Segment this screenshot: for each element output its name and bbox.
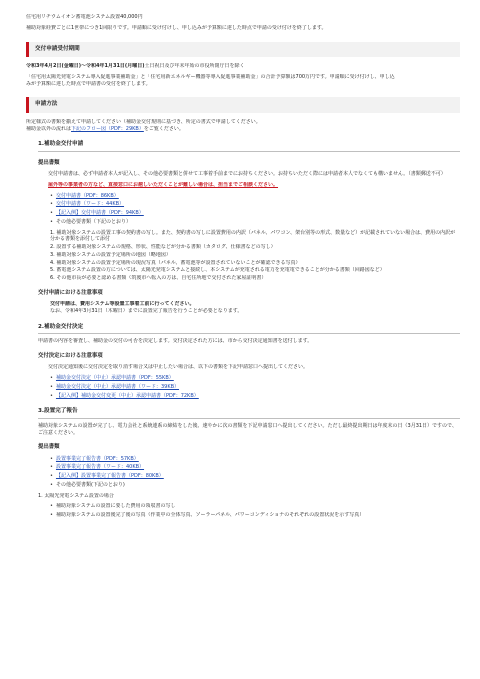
step-1-notice-heading: 交付申請における注意事項 — [38, 289, 103, 296]
section-heading-method: 申請方法 — [26, 97, 460, 113]
flow-chart-link[interactable]: 下記のフロー図（PDF：29KB） — [71, 125, 144, 132]
step-2-paragraph: 申請書の内容を審査し、補助金の交付の可否を決定します。交付決定された方には、市から交付決定通知書を送付します。 — [38, 338, 313, 345]
step-3-docs-heading: 提出書類 — [38, 444, 60, 451]
period-date-rest: 土日祝日及び年末年始の市役所閉庁日を除く — [144, 63, 245, 70]
list-item — [50, 464, 460, 471]
solar-case-heading: 1. 太陽光発電システム設置の場合 — [38, 492, 114, 499]
list-item: 3. 補助対象システムの設置予定場所の地図（略地図） — [50, 251, 171, 258]
list-item: 6. その他市長が必要と認める書類（筑後市へ転入の方は、自宅住所地で交付された家屋証明書） — [50, 275, 267, 282]
list-item — [50, 201, 460, 208]
step-3-download-list — [50, 456, 460, 489]
step-1-heading: 1.補助金交付申請 — [38, 141, 460, 152]
list-item: 2. 設置する補助対象システムの規格、形状、性能などが分かる書類（カタログ、仕様書などの写し） — [50, 244, 276, 251]
application-form-pdf-link[interactable]: • 交付申請書（PDF：86KB） — [55, 192, 119, 199]
completion-report-example-link[interactable]: • 【記入例】設置事業完了報告書（PDF：80KB） — [55, 473, 164, 480]
cancel-form-example-link[interactable]: • 【記入例】補助金交付変更（中止）承認申請書（PDF：72KB） — [55, 392, 199, 399]
cancel-form-word-link[interactable]: • 補助金交付決定（中止）承認申請書（ワード：39KB） — [55, 383, 180, 390]
completion-report-word-link[interactable]: • 設置事業完了報告書（ワード：40KB） — [55, 464, 145, 471]
list-item — [50, 375, 460, 382]
step-1-paragraph: 交付申請書は、必ず申請者本人が記入し、その他必要書類と併せて工事着手前までにお持ちください。お持ちいただく際には申請者本人でなくても構いません。（書類郵送不可） — [48, 171, 446, 178]
step-3-paragraph: 補助対象システムの設置が完了し、電力会社と系統連系の締結をした後、速やかに次の書類を下記申請窓口へ提出してください。ただし最終提出期日は年度末の日（3月31日）ですので、ご注意ください。 — [38, 422, 457, 436]
list-item-text: • 補助対象システムの設置に要した費用の領収書の写し — [55, 503, 176, 510]
list-item — [50, 503, 460, 510]
other-docs-text-2: • その他必要書類(下記のとおり) — [55, 481, 125, 488]
list-item: 4. 補助対象システムの設置予定場所の現況写真（パネル、蓄電池等が設置されていないことが確認できる写真） — [50, 259, 301, 266]
list-item: 1. 補助対象システムの設置工事の契約書の写し。また、契約書の写しに設置費用の内訳（パネル、パワコン、架台別等の形式、数量など）が記載されていない場合は、費用の内訳が分かる書類を添付して添付 — [50, 229, 456, 243]
section-heading-period: 交付申請受付期間 — [26, 42, 460, 58]
step-2-heading: 2.補助金交付決定 — [38, 324, 460, 335]
step-1-docs-heading: 提出書類 — [38, 159, 60, 166]
list-item-text: • 補助対象システムの設置後完了後の写真（作業中の全体写真、ソーラーパネル、パワーコンディショナのそれぞれの設置状況を示す写真） — [55, 512, 365, 519]
period-note-2: みが予算額に達した時点で申請書の受付を終了します。 — [26, 80, 151, 87]
list-item — [50, 456, 460, 463]
method-line-2b: をご覧ください。 — [143, 125, 184, 132]
list-item — [50, 512, 460, 519]
intro-line-2: 補助対象経費ごとに1世帯につき1回限りです。申請順に受け付けし、申し込みが予算額に達した時点で申請の受け付けを終了します。 — [26, 24, 327, 31]
application-form-example-link[interactable]: • 【記入例】交付申請書（PDF：94KB） — [55, 210, 144, 217]
list-item — [50, 393, 460, 400]
method-line-2a: 補助金以外の流れは — [26, 125, 72, 132]
other-docs-text: • その他必要書類（下記のとおり） — [55, 218, 131, 225]
completion-report-pdf-link[interactable]: • 設置事業完了報告書（PDF：57KB） — [55, 455, 139, 462]
step-2-notice-heading: 交付決定における注意事項 — [38, 353, 103, 360]
required-docs-list — [50, 230, 460, 282]
consult-warning: 屋外等の事業者の方など、直接窓口にお越しいただくことが難しい場合は、担当までご相談ください。 — [48, 181, 279, 188]
step-3-heading: 3.設置完了報告 — [38, 408, 460, 419]
solar-docs-list — [50, 503, 460, 519]
list-item: 5. 蓄電池システム設置の方については、太陽光発電システムと接続し、本システムが充電される電力を充電電できることが分かる書類（回路図など） — [50, 267, 385, 274]
application-form-word-link[interactable]: • 交付申請書（ワード：44KB） — [55, 201, 125, 208]
list-item — [50, 193, 460, 200]
method-line-1: 所定様式の書類を揃えて申請してください（補助金交付規則に基づき、所定の書式で申請してください。 — [26, 118, 261, 125]
list-item — [50, 384, 460, 391]
step-1-notice-bold: 交付申請は、費用システム等設置工事着工前に行ってください。 — [50, 301, 195, 308]
step-1-notice — [50, 301, 460, 315]
step-1-notice-text: なお、令和4年3月31日（木曜日）までに設置完了報告を行うことが必要となります。 — [50, 307, 243, 314]
step-1-download-list — [50, 193, 460, 226]
step-2-download-list — [50, 375, 460, 399]
list-item — [50, 210, 460, 217]
intro-line-1: 住宅用リチウムイオン蓄電池システム設置40,000円 — [26, 14, 143, 20]
list-item — [50, 473, 460, 480]
list-item — [50, 219, 460, 226]
step-2-notice-text: 交付決定通知後に交付決定を取り消す場合又は中止したい場合は、以下の書類を下記申請窓口へ提出してください。 — [48, 364, 309, 371]
period-note-1: 「住宅用太陽光発電システム導入促進事業補助金」と「住宅用新エネルギー機器等導入促進事業補助金」の合計予算額は700万円です。申請順に受け付けし、申し込 — [26, 73, 395, 80]
list-item — [50, 482, 460, 489]
period-date: 令和3年4月2日(金曜日)～令和4年1月31日(月曜日) — [26, 63, 145, 70]
cancel-form-pdf-link[interactable]: • 補助金交付決定（中止）承認申請書（PDF：55KB） — [55, 375, 174, 382]
